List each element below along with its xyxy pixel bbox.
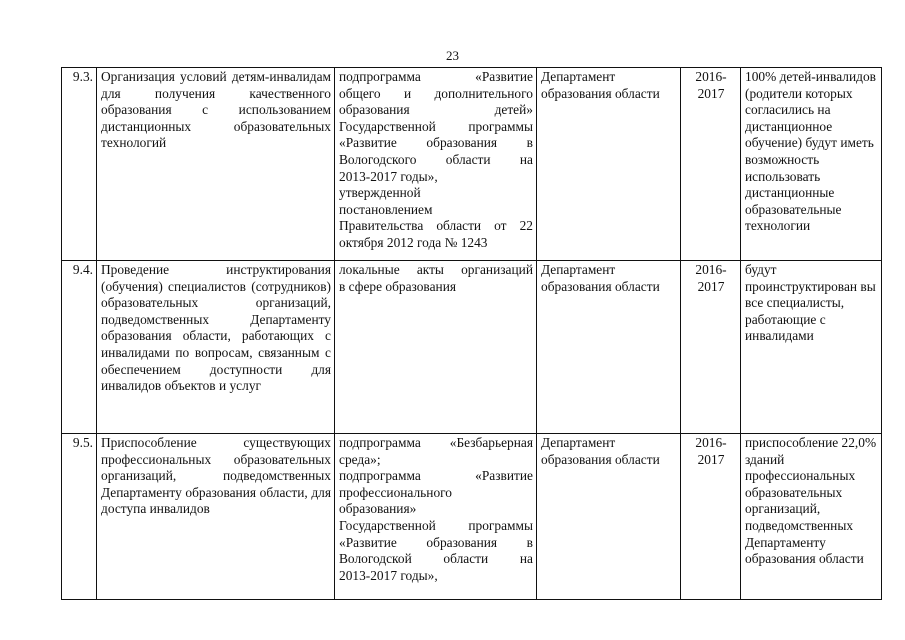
source-line: профессионального [339,484,452,500]
row-number: 9.5. [62,434,97,600]
result-cell: приспособление 22,0% зданий профессиональных образовательных организаций, подведомственных Департаменту образования области [741,434,882,600]
funding-source-cell [335,434,537,600]
source-line: Вологодского области на [339,151,533,167]
source-line: постановлением [339,201,433,217]
source-line: подпрограмма «Безбарьерная [339,435,533,450]
source-line: общего и дополнительного [339,85,533,101]
executor-cell: Департамент образования области [537,434,681,600]
source-line: Вологодской области на [339,551,533,567]
years-cell: 2016-2017 [681,261,741,434]
source-line: в сфере образования [339,278,457,294]
measures-table [61,67,882,600]
source-line: утвержденной [339,185,421,201]
page-number: 23 [446,48,459,63]
result-cell: будут проинструктирован вы все специалисты, работающие с инвалидами [741,261,882,434]
funding-source-cell [335,261,537,434]
source-line: образования» [339,501,417,517]
source-line: 2013-2017 годы», [339,567,438,583]
years-cell: 2016-2017 [681,68,741,261]
source-line: подпрограмма «Развитие [339,69,533,84]
executor-cell: Департамент образования области [537,261,681,434]
source-line: Государственной программы [339,517,533,533]
activity-cell: Организация условий детям-инвалидам для получения качественного образования с использованием дистанционных образовательных технологий [97,68,335,261]
source-line: подпрограмма «Развитие [339,468,533,484]
row-number: 9.4. [62,261,97,434]
table-row [62,261,882,434]
source-line: локальные акты организаций [339,262,533,277]
source-line: октября 2012 года № 1243 [339,234,488,250]
activity-cell: Приспособление существующих профессиональных образовательных организаций, подведомственных Департаменту образования области, для доступа инвалидов [97,434,335,600]
activity-cell: Проведение инструктирования (обучения) специалистов (сотрудников) образовательных организаций, подведомственных Департаменту образования области, работающих с инвалидами по вопросам, связанным с обеспечением доступности для инвалидов объектов и услуг [97,261,335,434]
funding-source-cell [335,68,537,261]
result-cell: 100% детей-инвалидов (родители которых согласились на дистанционное обучение) будут иметь возможность использовать дистанционные образовательные технологии [741,68,882,261]
executor-cell: Департамент образования области [537,68,681,261]
source-line: «Развитие образования в [339,135,533,151]
source-line: образования детей» [339,102,533,118]
years-cell: 2016-2017 [681,434,741,600]
source-line: «Развитие образования в [339,534,533,550]
table-row [62,68,882,261]
row-number: 9.3. [62,68,97,261]
source-line: Государственной программы [339,118,533,134]
source-line: 2013-2017 годы», [339,168,438,184]
source-line: среда»; [339,451,381,467]
source-line: Правительства области от 22 [339,218,533,234]
table-row [62,434,882,600]
